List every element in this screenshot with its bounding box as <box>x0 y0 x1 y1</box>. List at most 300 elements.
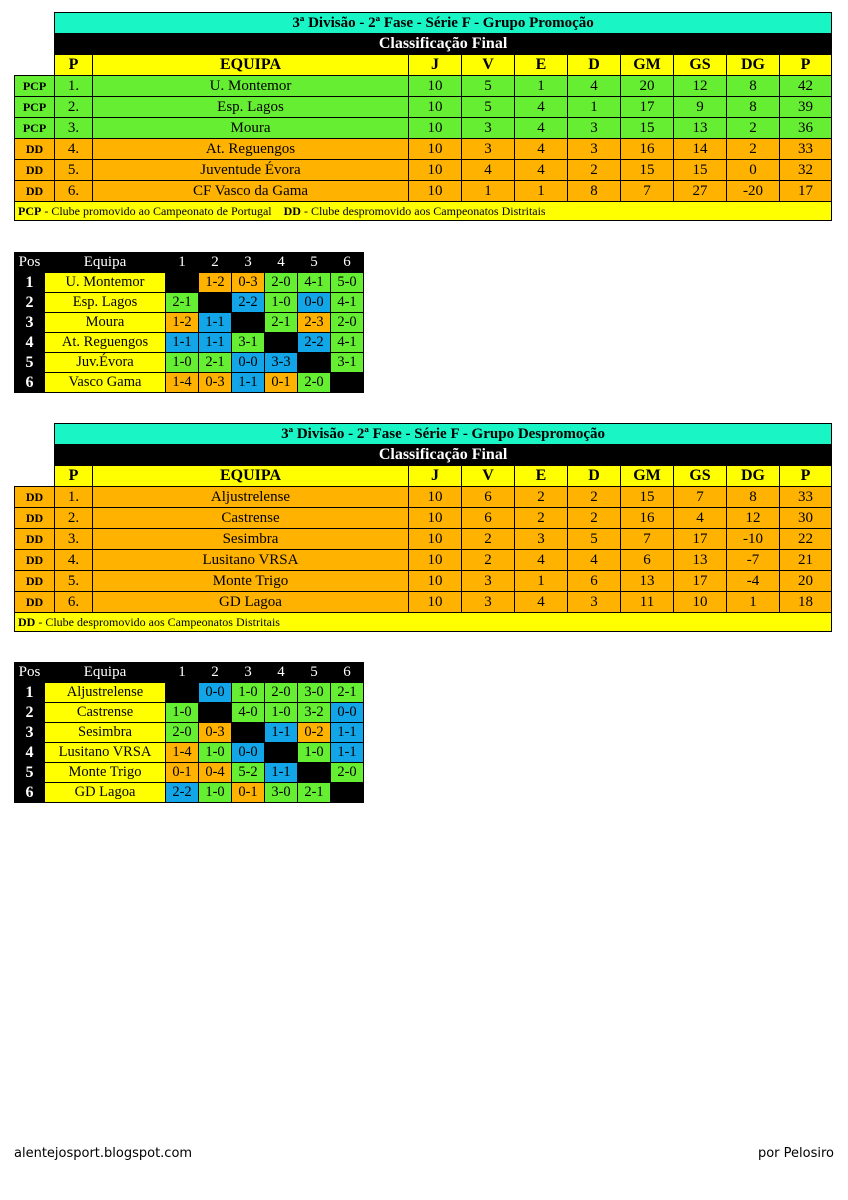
wins-cell: 3 <box>462 571 515 592</box>
goal-diff-cell: 8 <box>727 76 780 97</box>
goals-for-cell: 16 <box>621 139 674 160</box>
qualification-tag: DD <box>15 529 55 550</box>
losses-cell: 6 <box>568 571 621 592</box>
draws-cell: 4 <box>515 118 568 139</box>
result-cell: 3-0 <box>298 683 331 703</box>
goals-against-cell: 13 <box>674 118 727 139</box>
matrix-col-2: 2 <box>199 663 232 683</box>
position-cell: 1. <box>55 76 93 97</box>
points-cell: 18 <box>780 592 832 613</box>
matrix-team-cell: Castrense <box>45 703 166 723</box>
goals-against-cell: 9 <box>674 97 727 118</box>
result-cell: 0-3 <box>232 273 265 293</box>
result-cell: 2-0 <box>166 723 199 743</box>
col-points: P <box>780 55 832 76</box>
qualification-tag: DD <box>15 508 55 529</box>
points-cell: 39 <box>780 97 832 118</box>
draws-cell: 3 <box>515 529 568 550</box>
matrix-pos-cell: 6 <box>15 373 45 393</box>
result-cell <box>199 293 232 313</box>
relegation-header-row <box>15 466 832 487</box>
qualification-tag: PCP <box>15 97 55 118</box>
points-cell: 30 <box>780 508 832 529</box>
promo-standings <box>14 12 832 221</box>
goals-against-cell: 17 <box>674 529 727 550</box>
wins-cell: 6 <box>462 508 515 529</box>
legend-code-pcp: PCP <box>18 204 42 218</box>
result-cell <box>331 783 364 803</box>
col-pos: P <box>55 55 93 76</box>
matrix-pos-cell: 4 <box>15 333 45 353</box>
matrix-col-pos: Pos <box>15 663 45 683</box>
qualification-tag: DD <box>15 571 55 592</box>
result-cell: 2-0 <box>265 273 298 293</box>
legend-text-dd: - Clube despromovido aos Campeonatos Distritais <box>35 615 280 629</box>
matrix-col-1: 1 <box>166 663 199 683</box>
col-gm: GM <box>621 466 674 487</box>
goals-for-cell: 15 <box>621 487 674 508</box>
result-cell: 2-0 <box>331 313 364 333</box>
col-v: V <box>462 466 515 487</box>
played-cell: 10 <box>409 508 462 529</box>
col-d: D <box>568 466 621 487</box>
goals-for-cell: 6 <box>621 550 674 571</box>
matrix-team-cell: Vasco Gama <box>45 373 166 393</box>
played-cell: 10 <box>409 160 462 181</box>
matrix-header-row <box>15 253 364 273</box>
goals-against-cell: 13 <box>674 550 727 571</box>
position-cell: 4. <box>55 550 93 571</box>
relegation-subtitle: Classificação Final <box>55 445 832 466</box>
result-cell: 0-1 <box>265 373 298 393</box>
goals-for-cell: 13 <box>621 571 674 592</box>
result-cell: 1-0 <box>298 743 331 763</box>
draws-cell: 4 <box>515 160 568 181</box>
matrix-row <box>15 763 364 783</box>
standings-row <box>15 139 832 160</box>
result-cell <box>166 273 199 293</box>
result-cell <box>166 683 199 703</box>
losses-cell: 4 <box>568 550 621 571</box>
goal-diff-cell: -20 <box>727 181 780 202</box>
goal-diff-cell: 8 <box>727 487 780 508</box>
relegation-results-matrix <box>14 662 364 803</box>
matrix-row <box>15 703 364 723</box>
matrix-col-3: 3 <box>232 663 265 683</box>
result-cell <box>232 723 265 743</box>
result-cell: 0-0 <box>232 743 265 763</box>
result-cell: 2-2 <box>166 783 199 803</box>
result-cell: 0-1 <box>166 763 199 783</box>
team-cell: Moura <box>93 118 409 139</box>
matrix-pos-cell: 6 <box>15 783 45 803</box>
col-j: J <box>409 466 462 487</box>
promo-header-row <box>15 55 832 76</box>
standings-row <box>15 487 832 508</box>
goal-diff-cell: -7 <box>727 550 780 571</box>
draws-cell: 4 <box>515 550 568 571</box>
standings-row <box>15 160 832 181</box>
legend-code-dd: DD <box>18 615 36 629</box>
goals-for-cell: 11 <box>621 592 674 613</box>
result-cell: 1-1 <box>232 373 265 393</box>
result-cell: 0-2 <box>298 723 331 743</box>
matrix-team-cell: Aljustrelense <box>45 683 166 703</box>
wins-cell: 1 <box>462 181 515 202</box>
col-d: D <box>568 55 621 76</box>
wins-cell: 3 <box>462 592 515 613</box>
result-cell: 3-3 <box>265 353 298 373</box>
result-cell: 0-0 <box>331 703 364 723</box>
result-cell: 4-1 <box>331 333 364 353</box>
wins-cell: 4 <box>462 160 515 181</box>
result-cell: 3-0 <box>265 783 298 803</box>
standings-row <box>15 592 832 613</box>
wins-cell: 5 <box>462 97 515 118</box>
team-cell: Sesimbra <box>93 529 409 550</box>
matrix-row <box>15 293 364 313</box>
matrix-team-cell: Esp. Lagos <box>45 293 166 313</box>
matrix-row <box>15 373 364 393</box>
footer-author: por Pelosiro <box>757 1146 834 1161</box>
result-cell: 0-3 <box>199 723 232 743</box>
legend-text-pcp: - Clube promovido ao Campeonato de Portugal <box>41 204 272 218</box>
losses-cell: 3 <box>568 592 621 613</box>
matrix-pos-cell: 3 <box>15 723 45 743</box>
matrix-header-row <box>15 663 364 683</box>
result-cell: 0-0 <box>232 353 265 373</box>
goals-against-cell: 7 <box>674 487 727 508</box>
col-team: EQUIPA <box>93 55 409 76</box>
result-cell: 1-4 <box>166 373 199 393</box>
result-cell: 1-1 <box>331 723 364 743</box>
team-cell: U. Montemor <box>93 76 409 97</box>
position-cell: 2. <box>55 97 93 118</box>
team-cell: Castrense <box>93 508 409 529</box>
played-cell: 10 <box>409 487 462 508</box>
points-cell: 17 <box>780 181 832 202</box>
position-cell: 1. <box>55 487 93 508</box>
result-cell: 4-1 <box>331 293 364 313</box>
qualification-tag: DD <box>15 181 55 202</box>
goals-for-cell: 16 <box>621 508 674 529</box>
played-cell: 10 <box>409 592 462 613</box>
matrix-team-cell: Sesimbra <box>45 723 166 743</box>
result-cell <box>265 743 298 763</box>
matrix-col-5: 5 <box>298 663 331 683</box>
matrix-row <box>15 783 364 803</box>
losses-cell: 2 <box>568 508 621 529</box>
promo-results-matrix <box>14 252 364 393</box>
promo-subtitle: Classificação Final <box>55 34 832 55</box>
matrix-team-cell: Moura <box>45 313 166 333</box>
result-cell: 2-0 <box>265 683 298 703</box>
draws-cell: 4 <box>515 592 568 613</box>
result-cell: 1-1 <box>199 333 232 353</box>
matrix-row <box>15 353 364 373</box>
col-e: E <box>515 466 568 487</box>
position-cell: 5. <box>55 160 93 181</box>
standings-row <box>15 76 832 97</box>
result-cell: 3-1 <box>331 353 364 373</box>
matrix-row <box>15 743 364 763</box>
team-cell: CF Vasco da Gama <box>93 181 409 202</box>
footer-site: alentejosport.blogspot.com <box>14 1146 193 1161</box>
result-cell: 2-1 <box>199 353 232 373</box>
matrix-col-4: 4 <box>265 253 298 273</box>
played-cell: 10 <box>409 529 462 550</box>
wins-cell: 2 <box>462 550 515 571</box>
col-j: J <box>409 55 462 76</box>
draws-cell: 1 <box>515 76 568 97</box>
result-cell: 4-1 <box>298 273 331 293</box>
qualification-tag: DD <box>15 160 55 181</box>
matrix-team-cell: U. Montemor <box>45 273 166 293</box>
draws-cell: 4 <box>515 97 568 118</box>
matrix-col-1: 1 <box>166 253 199 273</box>
matrix-row <box>15 333 364 353</box>
result-cell: 0-1 <box>232 783 265 803</box>
points-cell: 36 <box>780 118 832 139</box>
wins-cell: 3 <box>462 118 515 139</box>
result-cell: 2-3 <box>298 313 331 333</box>
result-cell: 1-0 <box>166 703 199 723</box>
matrix-col-6: 6 <box>331 253 364 273</box>
played-cell: 10 <box>409 571 462 592</box>
draws-cell: 2 <box>515 487 568 508</box>
matrix-pos-cell: 2 <box>15 703 45 723</box>
draws-cell: 1 <box>515 181 568 202</box>
matrix-team-cell: Juv.Évora <box>45 353 166 373</box>
goals-for-cell: 15 <box>621 118 674 139</box>
goal-diff-cell: 0 <box>727 160 780 181</box>
matrix-row <box>15 683 364 703</box>
matrix-pos-cell: 1 <box>15 273 45 293</box>
result-cell <box>331 373 364 393</box>
result-cell: 5-0 <box>331 273 364 293</box>
draws-cell: 1 <box>515 571 568 592</box>
legend-code-dd: DD <box>283 204 301 218</box>
result-cell: 3-2 <box>298 703 331 723</box>
result-cell: 1-1 <box>166 333 199 353</box>
losses-cell: 8 <box>568 181 621 202</box>
result-cell: 1-0 <box>166 353 199 373</box>
standings-row <box>15 529 832 550</box>
points-cell: 32 <box>780 160 832 181</box>
played-cell: 10 <box>409 550 462 571</box>
promo-legend <box>15 202 832 221</box>
matrix-pos-cell: 5 <box>15 353 45 373</box>
relegation-title: 3ª Divisão - 2ª Fase - Série F - Grupo Despromoção <box>55 424 832 445</box>
result-cell: 1-1 <box>331 743 364 763</box>
qualification-tag: DD <box>15 592 55 613</box>
result-cell: 1-1 <box>265 723 298 743</box>
result-cell: 2-2 <box>232 293 265 313</box>
played-cell: 10 <box>409 118 462 139</box>
result-cell: 0-3 <box>199 373 232 393</box>
wins-cell: 5 <box>462 76 515 97</box>
relegation-standings <box>14 423 832 632</box>
team-cell: Esp. Lagos <box>93 97 409 118</box>
result-cell: 1-0 <box>199 743 232 763</box>
result-cell <box>265 333 298 353</box>
qualification-tag: DD <box>15 550 55 571</box>
points-cell: 22 <box>780 529 832 550</box>
position-cell: 5. <box>55 571 93 592</box>
matrix-row <box>15 723 364 743</box>
matrix-col-4: 4 <box>265 663 298 683</box>
col-dg: DG <box>727 55 780 76</box>
promo-title: 3ª Divisão - 2ª Fase - Série F - Grupo Promoção <box>55 13 832 34</box>
result-cell: 1-0 <box>232 683 265 703</box>
matrix-row <box>15 273 364 293</box>
losses-cell: 2 <box>568 160 621 181</box>
col-team: EQUIPA <box>93 466 409 487</box>
result-cell: 0-0 <box>298 293 331 313</box>
goals-against-cell: 15 <box>674 160 727 181</box>
played-cell: 10 <box>409 76 462 97</box>
result-cell <box>298 763 331 783</box>
result-cell: 2-0 <box>331 763 364 783</box>
qualification-tag: DD <box>15 487 55 508</box>
position-cell: 4. <box>55 139 93 160</box>
matrix-team-cell: Monte Trigo <box>45 763 166 783</box>
position-cell: 3. <box>55 118 93 139</box>
team-cell: Monte Trigo <box>93 571 409 592</box>
result-cell: 0-4 <box>199 763 232 783</box>
matrix-pos-cell: 3 <box>15 313 45 333</box>
goals-against-cell: 14 <box>674 139 727 160</box>
result-cell: 1-1 <box>199 313 232 333</box>
result-cell: 1-0 <box>199 783 232 803</box>
position-cell: 3. <box>55 529 93 550</box>
matrix-col-team: Equipa <box>45 253 166 273</box>
result-cell: 0-0 <box>199 683 232 703</box>
result-cell <box>232 313 265 333</box>
goals-for-cell: 20 <box>621 76 674 97</box>
result-cell: 3-1 <box>232 333 265 353</box>
team-cell: Lusitano VRSA <box>93 550 409 571</box>
result-cell <box>199 703 232 723</box>
col-gm: GM <box>621 55 674 76</box>
standings-row <box>15 118 832 139</box>
col-points: P <box>780 466 832 487</box>
qualification-tag: PCP <box>15 76 55 97</box>
result-cell: 1-1 <box>265 763 298 783</box>
matrix-col-pos: Pos <box>15 253 45 273</box>
matrix-pos-cell: 2 <box>15 293 45 313</box>
position-cell: 6. <box>55 592 93 613</box>
matrix-pos-cell: 5 <box>15 763 45 783</box>
result-cell <box>298 353 331 373</box>
standings-row <box>15 571 832 592</box>
matrix-col-2: 2 <box>199 253 232 273</box>
team-cell: Juventude Évora <box>93 160 409 181</box>
qualification-tag: DD <box>15 139 55 160</box>
draws-cell: 2 <box>515 508 568 529</box>
team-cell: GD Lagoa <box>93 592 409 613</box>
team-cell: At. Reguengos <box>93 139 409 160</box>
col-v: V <box>462 55 515 76</box>
matrix-team-cell: Lusitano VRSA <box>45 743 166 763</box>
losses-cell: 3 <box>568 139 621 160</box>
matrix-row <box>15 313 364 333</box>
goals-for-cell: 15 <box>621 160 674 181</box>
result-cell: 5-2 <box>232 763 265 783</box>
standings-row <box>15 97 832 118</box>
goal-diff-cell: 8 <box>727 97 780 118</box>
points-cell: 20 <box>780 571 832 592</box>
matrix-team-cell: GD Lagoa <box>45 783 166 803</box>
goals-against-cell: 12 <box>674 76 727 97</box>
result-cell: 2-2 <box>298 333 331 353</box>
result-cell: 1-2 <box>199 273 232 293</box>
goal-diff-cell: 2 <box>727 118 780 139</box>
col-e: E <box>515 55 568 76</box>
result-cell: 2-1 <box>265 313 298 333</box>
result-cell: 4-0 <box>232 703 265 723</box>
wins-cell: 3 <box>462 139 515 160</box>
result-cell: 1-0 <box>265 703 298 723</box>
goals-for-cell: 7 <box>621 181 674 202</box>
points-cell: 21 <box>780 550 832 571</box>
losses-cell: 2 <box>568 487 621 508</box>
team-cell: Aljustrelense <box>93 487 409 508</box>
col-dg: DG <box>727 466 780 487</box>
goals-against-cell: 4 <box>674 508 727 529</box>
legend-text-dd: - Clube despromovido aos Campeonatos Distritais <box>300 204 546 218</box>
result-cell: 2-1 <box>298 783 331 803</box>
points-cell: 33 <box>780 487 832 508</box>
played-cell: 10 <box>409 181 462 202</box>
matrix-pos-cell: 1 <box>15 683 45 703</box>
goal-diff-cell: 2 <box>727 139 780 160</box>
matrix-col-6: 6 <box>331 663 364 683</box>
played-cell: 10 <box>409 97 462 118</box>
matrix-pos-cell: 4 <box>15 743 45 763</box>
wins-cell: 6 <box>462 487 515 508</box>
goals-against-cell: 10 <box>674 592 727 613</box>
standings-row <box>15 181 832 202</box>
draws-cell: 4 <box>515 139 568 160</box>
goal-diff-cell: -4 <box>727 571 780 592</box>
result-cell: 2-1 <box>166 293 199 313</box>
matrix-col-3: 3 <box>232 253 265 273</box>
position-cell: 6. <box>55 181 93 202</box>
losses-cell: 3 <box>568 118 621 139</box>
position-cell: 2. <box>55 508 93 529</box>
goal-diff-cell: 12 <box>727 508 780 529</box>
standings-row <box>15 508 832 529</box>
standings-row <box>15 550 832 571</box>
goals-for-cell: 7 <box>621 529 674 550</box>
losses-cell: 5 <box>568 529 621 550</box>
col-pos: P <box>55 466 93 487</box>
relegation-legend <box>15 613 832 632</box>
goal-diff-cell: -10 <box>727 529 780 550</box>
result-cell: 1-4 <box>166 743 199 763</box>
matrix-col-team: Equipa <box>45 663 166 683</box>
matrix-team-cell: At. Reguengos <box>45 333 166 353</box>
points-cell: 33 <box>780 139 832 160</box>
matrix-col-5: 5 <box>298 253 331 273</box>
result-cell: 2-0 <box>298 373 331 393</box>
qualification-tag: PCP <box>15 118 55 139</box>
goals-against-cell: 27 <box>674 181 727 202</box>
result-cell: 1-2 <box>166 313 199 333</box>
losses-cell: 4 <box>568 76 621 97</box>
wins-cell: 2 <box>462 529 515 550</box>
